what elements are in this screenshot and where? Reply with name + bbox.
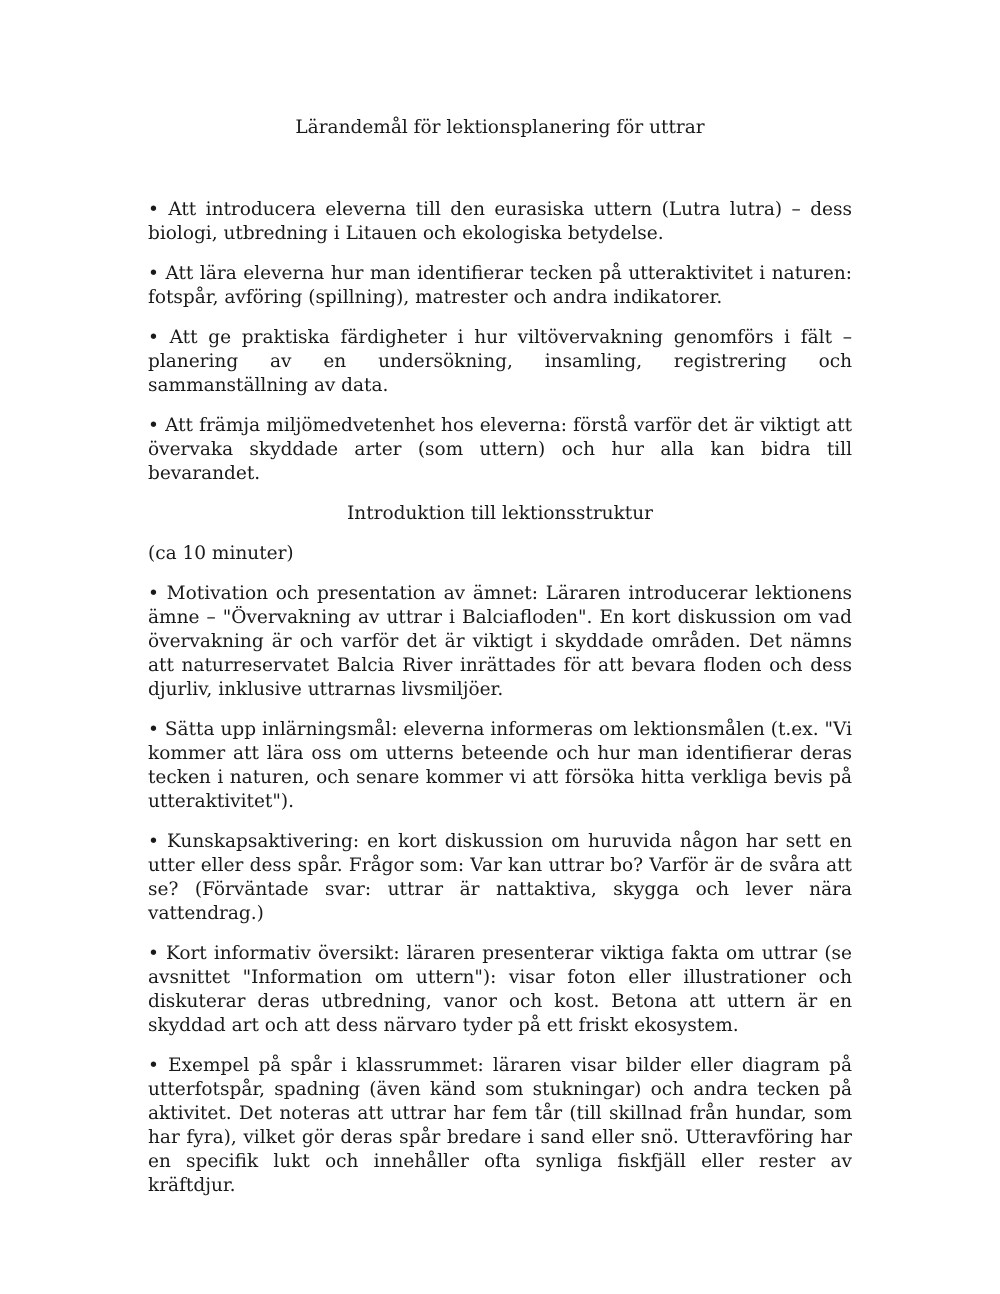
step-track-examples: • Exempel på spår i klassrummet: läraren visar bilder eller diagram på utterfotspår, spadning (även känd som stukningar) och andra tecken på aktivitet. Det noteras att uttrar har fem tår (till skillnad från hundar, som har fyra), vilket gör deras spår bredare i sand eller snö. Utteravföring har en specifik lukt och innehåller ofta synliga fiskfjäll eller rester av kräftdjur. — [148, 1055, 852, 1196]
document-title: Lärandemål för lektionsplanering för uttrar — [295, 117, 705, 138]
objective-3: • Att ge praktiska färdigheter i hur viltövervakning genomförs i fält – planering av en undersökning, insamling, registrering och sammanställning av data. — [148, 327, 852, 396]
step-knowledge-activation: • Kunskapsaktivering: en kort diskussion om huruvida någon har sett en utter eller dess spår. Frågor som: Var kan uttrar bo? Varför är de svåra att se? (Förväntade svar: uttrar är nattaktiva, skygga och lever nära vattendrag.) — [148, 831, 852, 924]
duration-note: (ca 10 minuter) — [148, 543, 294, 564]
step-overview: • Kort informativ översikt: läraren presenterar viktiga fakta om uttrar (se avsnittet "Information om uttern"): visar foton eller illustrationer och diskuterar deras utbredning, vanor och kost. Betona att uttern är en skyddad art och att dess närvaro tyder på ett friskt ekosystem. — [148, 943, 852, 1036]
step-motivation: • Motivation och presentation av ämnet: Läraren introducerar lektionens ämne – "Övervakning av uttrar i Balciafloden". En kort diskussion om vad övervakning är och varför det är viktigt i skyddade områden. Det nämns att naturreservatet Balcia River inrättades för att bevara floden och dess djurliv, inklusive uttrarnas livsmiljöer. — [148, 583, 852, 700]
objective-4: • Att främja miljömedvetenhet hos eleverna: förstå varför det är viktigt att övervaka skyddade arter (som uttern) och hur alla kan bidra till bevarandet. — [148, 415, 852, 484]
objective-1: • Att introducera eleverna till den eurasiska uttern (Lutra lutra) – dess biologi, utbredning i Litauen och ekologiska betydelse. — [148, 199, 852, 244]
objective-2: • Att lära eleverna hur man identifierar tecken på utteraktivitet i naturen: fotspår, avföring (spillning), matrester och andra indikatorer. — [148, 263, 852, 308]
document-body — [148, 198, 852, 1214]
step-learning-goals: • Sätta upp inlärningsmål: eleverna informeras om lektionsmålen (t.ex. "Vi kommer att lära oss om utterns beteende och hur man identifierar deras tecken i naturen, och senare kommer vi att försöka hitta verkliga bevis på utteraktivitet"). — [148, 719, 852, 812]
section-heading: Introduktion till lektionsstruktur — [346, 503, 654, 524]
